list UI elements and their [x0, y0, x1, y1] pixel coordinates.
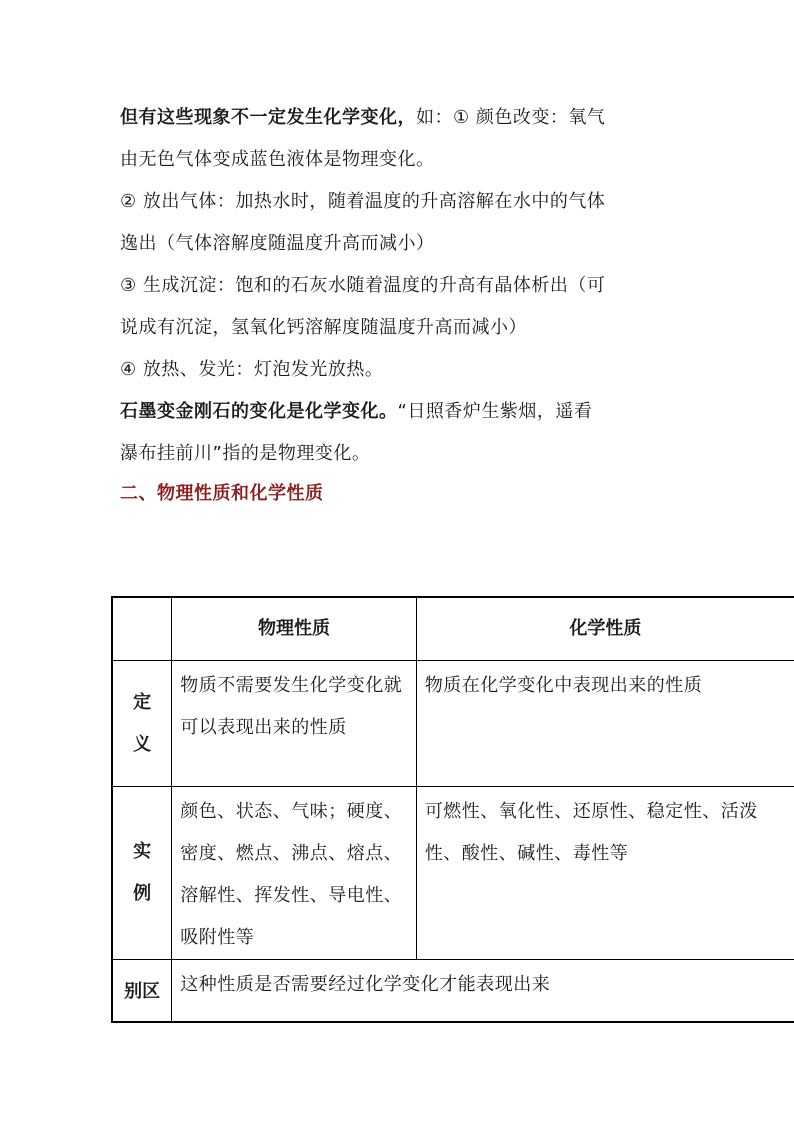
difference-cell: 这种性质是否需要经过化学变化才能表现出来 — [172, 960, 794, 1022]
row-label-examples — [112, 787, 172, 960]
paragraph-line-3 — [120, 181, 680, 223]
body-text: 如：① 颜色改变：氧气 — [416, 107, 606, 128]
table-row-difference — [112, 960, 794, 1022]
table-row-definition — [112, 661, 794, 787]
body-text: 说成有沉淀，氢氧化钙溶解度随温度升高而减小） — [120, 317, 527, 338]
definition-physical-cell: 物质不需要发生化学变化就可以表现出来的性质 — [172, 661, 417, 787]
row-label-char: 实 — [133, 841, 152, 862]
paragraph-line-7 — [120, 349, 680, 391]
paragraph-line-1 — [120, 97, 680, 139]
paragraph-line-4 — [120, 223, 680, 265]
row-label-definition — [112, 661, 172, 787]
section-heading: 二、物理性质和化学性质 — [120, 483, 324, 504]
table-corner-cell — [112, 597, 172, 661]
row-label-char: 例 — [133, 883, 152, 904]
body-text: ② 放出气体：加热水时，随着温度的升高溶解在水中的气体 — [120, 191, 606, 212]
body-text: ③ 生成沉淀：饱和的石灰水随着温度的升高有晶体析出（可 — [120, 275, 606, 296]
table-header-row — [112, 597, 794, 661]
body-text: “日照香炉生紫烟，遥看 — [397, 401, 593, 422]
body-text: ④ 放热、发光：灯泡发光放热。 — [120, 359, 384, 380]
paragraph-line-9 — [120, 433, 680, 475]
examples-chemical-cell: 可燃性、氧化性、还原性、稳定性、活泼性、酸性、碱性、毒性等 — [416, 787, 794, 960]
emphasis-text: 但有这些现象不一定发生化学变化， — [120, 107, 416, 128]
emphasis-text: 石墨变金刚石的变化是化学变化。 — [120, 401, 398, 422]
body-text: 由无色气体变成蓝色液体是物理变化。 — [120, 149, 435, 170]
paragraph-line-2 — [120, 139, 680, 181]
paragraph-line-5 — [120, 265, 680, 307]
table-row-examples — [112, 787, 794, 960]
row-label-difference: 别区 — [112, 960, 172, 1022]
examples-physical-cell: 颜色、状态、气味；硬度、密度、燃点、沸点、熔点、溶解性、挥发性、导电性、吸附性等 — [172, 787, 417, 960]
column-header-chemical: 化学性质 — [416, 597, 794, 661]
row-label-char: 定 — [133, 691, 152, 713]
column-header-physical: 物理性质 — [172, 597, 417, 661]
body-text: 瀑布挂前川”指的是物理变化。 — [120, 443, 371, 464]
row-label-char: 义 — [133, 733, 152, 755]
body-text: 逸出（气体溶解度随温度升高而减小） — [120, 233, 435, 254]
definition-chemical-cell: 物质在化学变化中表现出来的性质 — [416, 661, 794, 787]
paragraph-line-6 — [120, 307, 680, 349]
properties-table — [111, 596, 794, 1023]
paragraph-line-8 — [120, 391, 680, 433]
